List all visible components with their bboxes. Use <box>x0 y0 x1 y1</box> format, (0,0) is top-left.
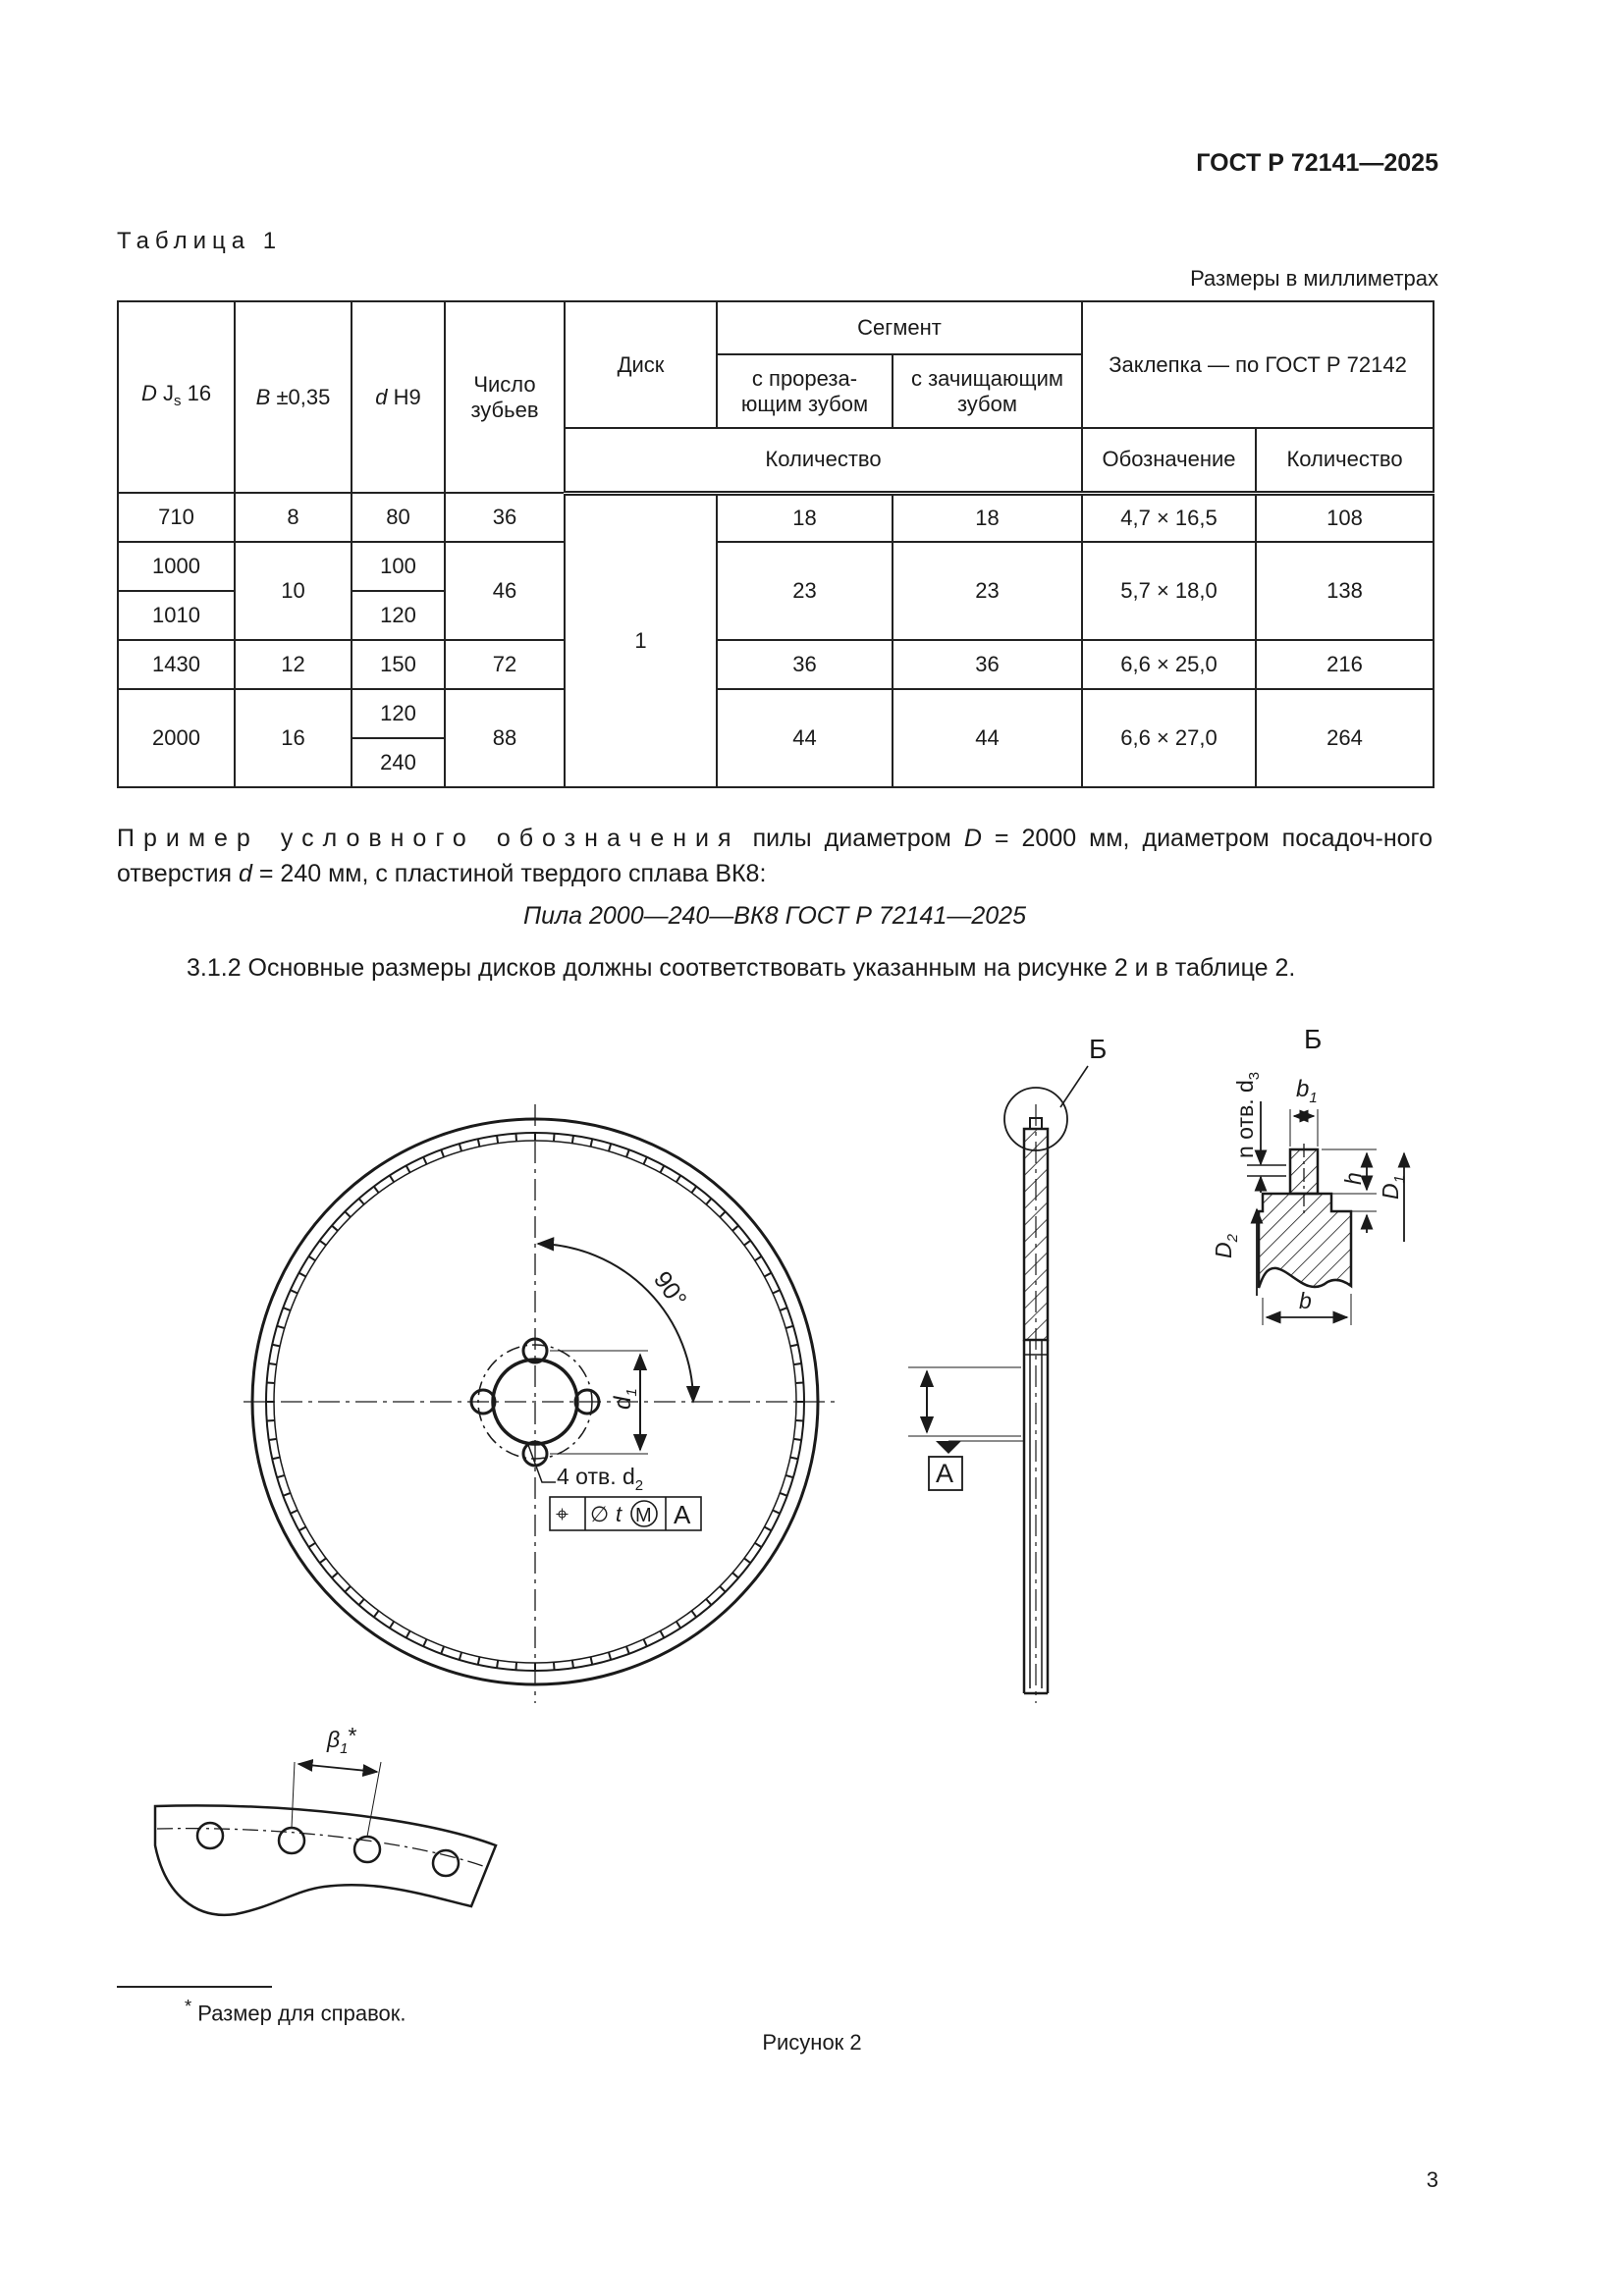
rim-tick <box>359 1199 364 1204</box>
rim-tick <box>423 1157 426 1164</box>
cell-D: 710 <box>118 493 235 542</box>
cell-seg-cut: 44 <box>717 689 893 787</box>
datum-label: A <box>936 1459 954 1488</box>
clause-3-1-2: 3.1.2 Основные размеры дисков должны соответствовать указанным на рисунке 2 и в таблице 2. <box>187 954 1296 982</box>
rim-tick <box>773 1511 780 1514</box>
page-number: 3 <box>1426 2167 1438 2192</box>
rim-tick <box>269 1439 277 1440</box>
figure-caption: Рисунок 2 <box>762 2030 862 2055</box>
svg-text:∅: ∅ <box>590 1502 610 1526</box>
rim-tick <box>374 1611 379 1617</box>
rim-tick <box>478 1657 480 1665</box>
rim-tick <box>299 1526 306 1530</box>
rim-tick <box>660 1166 664 1173</box>
rim-tick <box>299 1273 306 1277</box>
rim-tick <box>626 1149 629 1156</box>
rim-tick <box>359 1599 364 1605</box>
table-caption: Таблица 1 <box>117 228 283 254</box>
rim-tick <box>706 1199 711 1204</box>
example-lead: Пример условного обозначения <box>117 825 740 852</box>
header-disk: Диск <box>565 301 717 428</box>
rim-tick <box>277 1326 285 1328</box>
header-segment-cut: с прореза-ющим зубом <box>717 354 893 428</box>
cell-d: 120 <box>352 591 445 640</box>
rim-tick <box>390 1175 394 1182</box>
cell-d: 100 <box>352 542 445 591</box>
cell-d: 120 <box>352 689 445 738</box>
footnote-rule <box>117 1986 272 1988</box>
cell-rivet: 4,7 × 16,5 <box>1082 493 1256 542</box>
rim-tick <box>320 1241 326 1246</box>
rim-tick <box>790 1345 798 1347</box>
header-b: B ±0,35 <box>235 301 352 493</box>
rim-tick <box>785 1326 793 1328</box>
cell-seg-cut: 36 <box>717 640 893 689</box>
rim-tick <box>677 1622 680 1629</box>
rim-tick <box>660 1630 664 1637</box>
rim-tick <box>609 1144 611 1151</box>
rim-tick <box>793 1439 801 1440</box>
rim-tick <box>720 1211 726 1217</box>
saw-disk-side-view <box>908 1066 1088 1703</box>
rim-tick <box>780 1493 786 1496</box>
b1-label: $b_1$ <box>1296 1076 1318 1106</box>
h-label: h <box>1340 1172 1366 1185</box>
rim-tick <box>332 1226 338 1231</box>
cell-B: 12 <box>235 640 352 689</box>
D1-label: $D_1$ <box>1378 1175 1408 1200</box>
rim-tick <box>691 1187 696 1193</box>
cell-D: 1010 <box>118 591 235 640</box>
header-designation: Обозначение <box>1082 428 1256 493</box>
cell-seg-cut: 18 <box>717 493 893 542</box>
cell-seg-cut: 23 <box>717 542 893 640</box>
rim-tick <box>691 1611 696 1617</box>
rim-tick <box>773 1290 780 1293</box>
rim-tick <box>764 1273 771 1277</box>
rim-tick <box>460 1652 461 1660</box>
rim-tick <box>780 1308 786 1310</box>
header-rivet: Заклепка — по ГОСТ Р 72142 <box>1082 301 1434 428</box>
header-segment: Сегмент <box>717 301 1082 354</box>
rim-tick <box>267 1420 275 1421</box>
example-text-2: = 2000 мм, диаметром посадоч-ного отверстия <box>117 825 1434 887</box>
cell-seg-clean: 23 <box>893 542 1082 640</box>
rim-tick <box>374 1187 379 1193</box>
table-row <box>118 640 1434 689</box>
table-row <box>118 542 1434 591</box>
rim-tick <box>677 1175 680 1182</box>
cell-B: 16 <box>235 689 352 787</box>
rim-tick <box>308 1256 315 1260</box>
cell-qty: 216 <box>1256 640 1434 689</box>
rim-tick <box>283 1493 290 1496</box>
rim-tick <box>406 1166 410 1173</box>
cell-seg-clean: 18 <box>893 493 1082 542</box>
rim-tick <box>554 1134 555 1142</box>
standard-header: ГОСТ Р 72141—2025 <box>1196 149 1438 177</box>
cell-seg-clean: 36 <box>893 640 1082 689</box>
rim-tick <box>732 1226 738 1231</box>
rim-tick <box>706 1599 711 1605</box>
footnote-mark: * <box>185 1996 192 2016</box>
example-d-symbol: d <box>239 860 252 887</box>
cell-B: 8 <box>235 493 352 542</box>
rim-tick <box>497 1660 498 1668</box>
cell-rivet: 6,6 × 27,0 <box>1082 689 1256 787</box>
cell-teeth: 88 <box>445 689 565 787</box>
rim-tick <box>441 1149 444 1156</box>
svg-text:A: A <box>674 1500 691 1529</box>
example-D-symbol: D <box>963 825 982 852</box>
b-label: b <box>1299 1288 1312 1313</box>
rim-tick <box>390 1622 394 1629</box>
table-row <box>118 493 1434 542</box>
rim-tick <box>272 1345 280 1347</box>
rim-tick <box>308 1543 315 1547</box>
rim-tick <box>744 1241 750 1246</box>
rim-tick <box>283 1308 290 1310</box>
svg-text:M: M <box>635 1505 652 1526</box>
example-designation: Пила 2000—240—ВК8 ГОСТ Р 72141—2025 <box>523 902 1026 930</box>
footnote <box>185 1996 406 2026</box>
header-segment-clean: с зачищающим зубом <box>893 354 1082 428</box>
cell-B: 10 <box>235 542 352 640</box>
cell-qty: 264 <box>1256 689 1434 787</box>
svg-text:t: t <box>616 1502 623 1526</box>
angle-label: 90° <box>647 1266 692 1313</box>
cell-d: 150 <box>352 640 445 689</box>
rim-tick <box>591 1139 593 1147</box>
header-teeth: Число зубьев <box>445 301 565 493</box>
example-text-3: = 240 мм, с пластиной твердого сплава ВК8: <box>251 860 767 887</box>
rim-tick <box>460 1144 461 1151</box>
rim-tick <box>609 1652 611 1660</box>
cell-disk: 1 <box>565 493 717 787</box>
holes-label: 4 отв. $d_2$ <box>557 1464 644 1494</box>
rim-tick <box>790 1458 798 1460</box>
cell-qty: 138 <box>1256 542 1434 640</box>
table-row <box>118 689 1434 738</box>
rim-tick <box>764 1526 771 1530</box>
footnote-text: Размер для справок. <box>191 2001 406 2026</box>
cell-d: 240 <box>352 738 445 787</box>
rim-tick <box>644 1639 647 1646</box>
rim-tick <box>626 1646 629 1653</box>
svg-text:⌖: ⌖ <box>556 1501 568 1526</box>
rim-tick <box>793 1363 801 1364</box>
rim-tick <box>644 1157 647 1164</box>
D2-label: $D_2$ <box>1211 1234 1241 1258</box>
rim-tick <box>423 1639 426 1646</box>
rim-tick <box>320 1558 326 1563</box>
rim-tick <box>345 1586 351 1592</box>
rim-tick <box>291 1511 298 1514</box>
dimensions-table <box>117 300 1435 788</box>
rim-tick <box>269 1363 277 1364</box>
rim-tick <box>478 1139 480 1147</box>
rim-tick <box>497 1136 498 1144</box>
rim-tick <box>277 1475 285 1477</box>
cell-teeth: 72 <box>445 640 565 689</box>
rim-tick <box>572 1136 573 1144</box>
rim-tick <box>515 1662 516 1670</box>
rim-tick <box>272 1458 280 1460</box>
cell-teeth: 36 <box>445 493 565 542</box>
cell-d: 80 <box>352 493 445 542</box>
cell-rivet: 5,7 × 18,0 <box>1082 542 1256 640</box>
rim-tick <box>795 1382 803 1383</box>
rim-tick <box>554 1662 555 1670</box>
rim-tick <box>267 1382 275 1383</box>
rim-tick <box>785 1475 793 1477</box>
rim-tick <box>795 1420 803 1421</box>
position-tolerance-frame <box>550 1497 701 1530</box>
rim-tick <box>441 1646 444 1653</box>
cell-D: 1000 <box>118 542 235 591</box>
rim-tick <box>732 1573 738 1577</box>
example-paragraph <box>117 821 1433 891</box>
header-d-js16: D $J_s$ 16 <box>118 301 235 493</box>
figure-2-drawing <box>0 1001 1624 1983</box>
example-text-1: пилы диаметром <box>739 825 964 852</box>
rim-fragment-view <box>155 1762 496 1915</box>
header-d-h9: d H9 <box>352 301 445 493</box>
rim-tick <box>332 1573 338 1577</box>
beta1-label: $\beta_1*$ <box>327 1723 357 1757</box>
rim-tick <box>345 1211 351 1217</box>
cell-qty: 108 <box>1256 493 1434 542</box>
cell-teeth: 46 <box>445 542 565 640</box>
rim-tick <box>755 1543 762 1547</box>
cell-seg-clean: 44 <box>893 689 1082 787</box>
detail-callout: Б <box>1089 1034 1108 1064</box>
cell-D: 2000 <box>118 689 235 787</box>
rim-tick <box>572 1660 573 1668</box>
d1-label: $d_1$ <box>610 1388 640 1410</box>
saw-disk-front-view <box>244 1104 837 1703</box>
rim-tick <box>744 1558 750 1563</box>
n-holes-label: n отв. $d_3$ <box>1232 1071 1263 1158</box>
header-quantity: Количество <box>1256 428 1434 493</box>
detail-b-section <box>1247 1101 1404 1325</box>
cell-rivet: 6,6 × 25,0 <box>1082 640 1256 689</box>
units-note: Размеры в миллиметрах <box>1190 266 1438 291</box>
rim-tick <box>755 1256 762 1260</box>
rim-tick <box>406 1630 410 1637</box>
rim-tick <box>591 1657 593 1665</box>
cell-D: 1430 <box>118 640 235 689</box>
rim-tick <box>291 1290 298 1293</box>
detail-title: Б <box>1304 1024 1323 1054</box>
rim-tick <box>720 1586 726 1592</box>
rim-tick <box>515 1134 516 1142</box>
header-quantity-span: Количество <box>565 428 1082 493</box>
